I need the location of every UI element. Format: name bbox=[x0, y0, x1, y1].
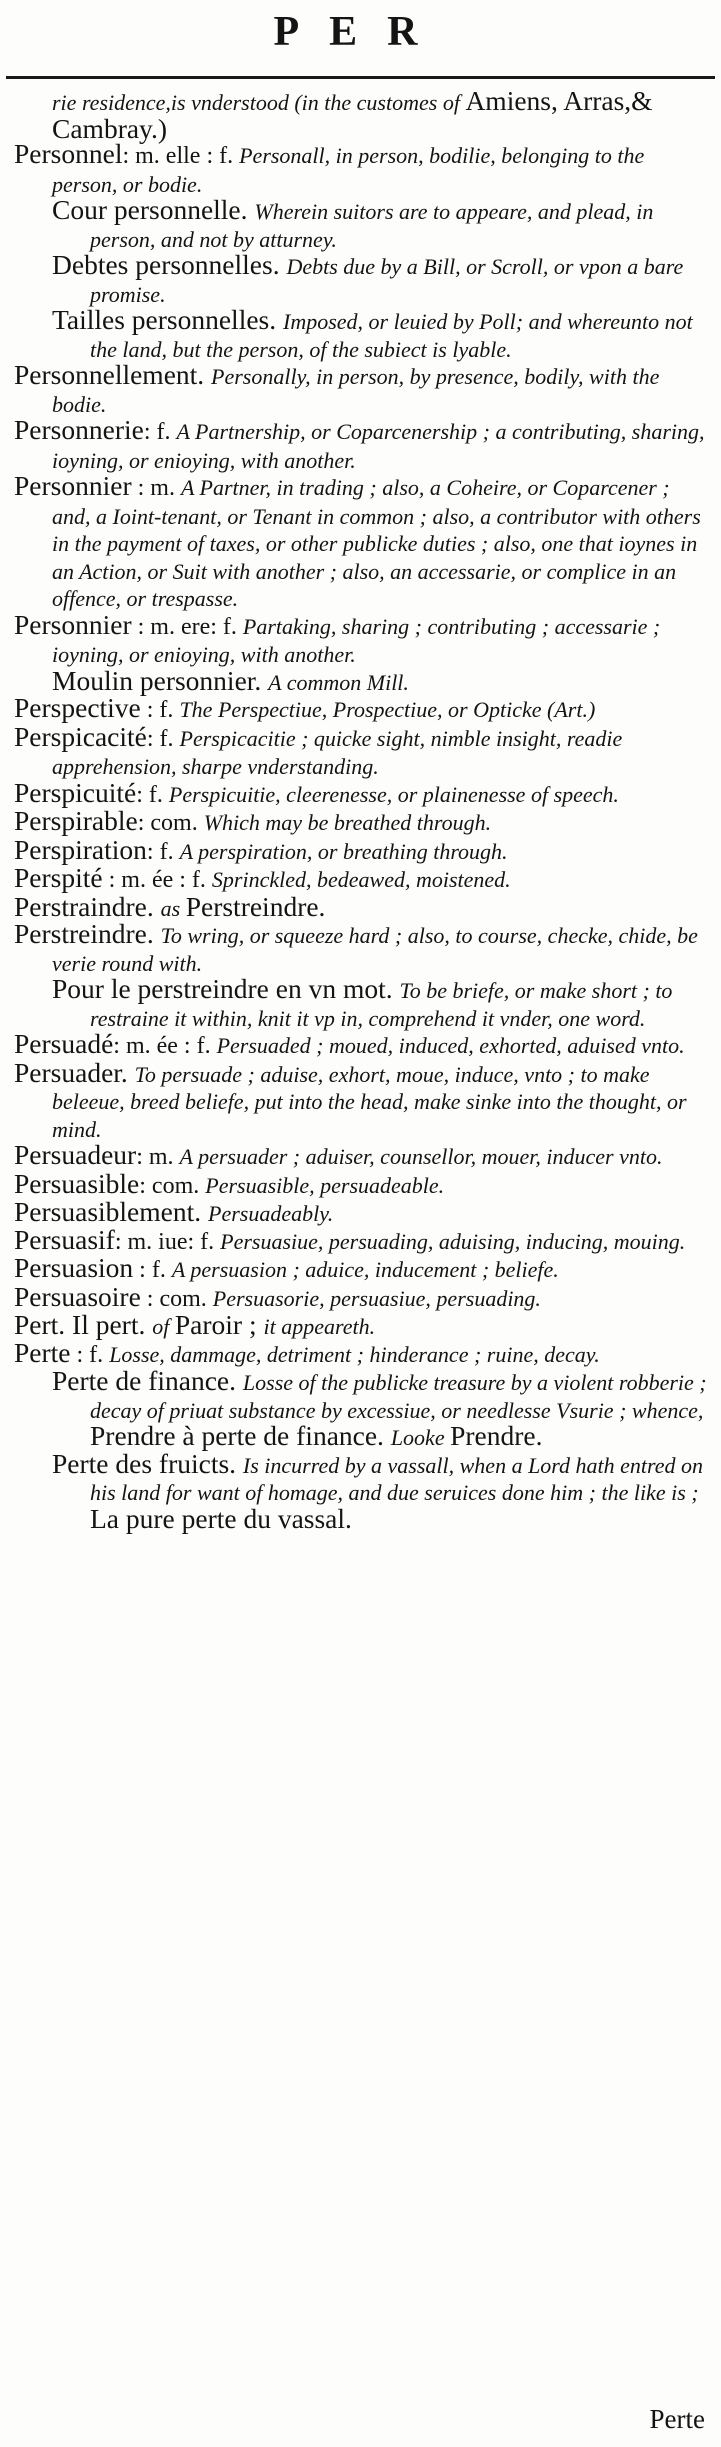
dictionary-entry bbox=[14, 414, 709, 473]
headword: Perte des fruicts. bbox=[52, 1447, 243, 1479]
headword: Persuasoire bbox=[14, 1280, 141, 1312]
dictionary-entry bbox=[14, 85, 709, 144]
roman-text: Prendre à perte de finance. bbox=[90, 1420, 391, 1451]
headword: Moulin personnier. bbox=[52, 664, 269, 696]
definition: To be briefe, or make short ; to restraine it within, knit it vp in, comprehend it vnder, one word. bbox=[90, 978, 673, 1031]
headword: Cour personnelle. bbox=[52, 194, 255, 225]
headword: Perspirable bbox=[14, 805, 138, 836]
sub-entry bbox=[52, 304, 709, 362]
definition: Persuaded ; moued, induced, exhorted, aduised vnto. bbox=[216, 1033, 685, 1058]
definition: Imposed, or leuied by Poll; and whereunto not the land, but the person, of the subiect is lyable. bbox=[90, 309, 693, 362]
roman-text: Prendre. bbox=[450, 1420, 543, 1451]
roman-text: La pure perte du vassal. bbox=[90, 1502, 352, 1534]
definition: A persuasion ; aduice, inducement ; beliefe. bbox=[171, 1257, 559, 1282]
definition: Persuasorie, persuasiue, persuading. bbox=[212, 1285, 541, 1311]
dictionary-entry bbox=[14, 1309, 709, 1340]
grammar-label: : com. bbox=[137, 810, 204, 836]
headword: Persuasible bbox=[14, 1167, 140, 1199]
definition: Perspicuitie, cleerenesse, or plainenesse of speech. bbox=[168, 781, 619, 807]
definition: Partaking, sharing ; contributing ; accessarie ; ioyning, or enioying, with another. bbox=[52, 613, 661, 667]
headword: Perspicuité bbox=[14, 776, 137, 808]
headword: Perspective bbox=[14, 692, 141, 723]
sub-entry bbox=[52, 1447, 709, 1534]
definition: To persuade ; aduise, exhort, moue, induce, vnto ; to make beleeue, breed beliefe, put into the head, make sinke into the thought, or mind. bbox=[52, 1061, 687, 1142]
headword: Debtes personnelles. bbox=[52, 249, 287, 280]
sub-entry bbox=[52, 194, 709, 252]
dictionary-entry bbox=[14, 138, 709, 197]
headword: Personnerie bbox=[14, 414, 144, 445]
definition: The Perspectiue, Prospectiue, or Opticke (Art.) bbox=[179, 697, 596, 722]
definition: Debts due by a Bill, or Scroll, or vpon a bare promise. bbox=[90, 254, 684, 307]
dictionary-entry bbox=[14, 720, 709, 780]
headword: Persuasion bbox=[14, 1252, 134, 1283]
sub-entry bbox=[52, 664, 709, 696]
sub-entry bbox=[52, 249, 709, 307]
grammar-label: : f. bbox=[140, 697, 180, 723]
dictionary-entry bbox=[14, 1196, 709, 1227]
grammar-label: : m. iue: f. bbox=[114, 1228, 221, 1255]
catchword: Perte bbox=[649, 2404, 705, 2434]
roman-text: Paroir ; bbox=[174, 1309, 264, 1340]
grammar-label: : com. bbox=[140, 1285, 213, 1312]
headword: Personnel bbox=[14, 138, 123, 169]
grammar-label: : f. bbox=[70, 1341, 110, 1368]
definition: Which may be breathed through. bbox=[203, 810, 492, 835]
headword: Personnellement. bbox=[14, 359, 212, 390]
definition: Persuasible, persuadeable. bbox=[205, 1172, 445, 1198]
grammar-label: : f. bbox=[136, 781, 169, 808]
dictionary-entry bbox=[14, 359, 709, 417]
dictionary-entry bbox=[14, 1336, 709, 1369]
dictionary-entry bbox=[14, 1280, 709, 1313]
roman-text: Perstreindre. bbox=[185, 890, 326, 922]
definition: of bbox=[152, 1314, 175, 1339]
headword: Persuader. bbox=[14, 1056, 135, 1088]
headword: Personnier bbox=[14, 608, 132, 640]
grammar-label: : f. bbox=[143, 419, 177, 445]
definition: Is incurred by a vassall, when a Lord hath entred on his land for want of homage, and due seruices done him ; the like is ; bbox=[90, 1452, 704, 1505]
dictionary-entry bbox=[14, 1223, 709, 1256]
definition: Losse, dammage, detriment ; hinderance ; ruine, decay. bbox=[109, 1341, 600, 1367]
definition: Perspicacitie ; quicke sight, nimble insight, readie apprehension, sharpe vnderstanding. bbox=[52, 725, 623, 779]
dictionary-column bbox=[14, 85, 709, 1534]
headword: Perstreindre. bbox=[14, 918, 161, 949]
definition: Losse of the publicke treasure by a violent robberie ; decay of priuat substance by excessiue, or needlesse Vsurie ; whence, bbox=[90, 1370, 707, 1423]
dictionary-entry bbox=[14, 1056, 709, 1143]
definition: Wherein suitors are to appeare, and plead, in person, and not by atturney. bbox=[90, 199, 654, 252]
sub-entry bbox=[52, 973, 709, 1031]
definition: A Partnership, or Coparcenership ; a contributing, sharing, ioyning, or enioying, with another. bbox=[52, 419, 705, 473]
definition: it appeareth. bbox=[263, 1314, 376, 1339]
header-rule bbox=[6, 76, 715, 79]
grammar-label: : m. bbox=[136, 1144, 180, 1170]
grammar-label: : m. ée : f. bbox=[113, 1033, 217, 1059]
headword: Tailles personnelles. bbox=[52, 304, 283, 335]
headword: Personnier bbox=[14, 470, 132, 501]
definition: Personally, in person, by presence, bodily, with the bodie. bbox=[52, 364, 660, 417]
headword: Perspiration bbox=[14, 833, 147, 865]
definition: A perspiration, or breathing through. bbox=[179, 838, 508, 864]
headword: Pour le perstreindre en vn mot. bbox=[52, 973, 400, 1004]
dictionary-entry bbox=[14, 1139, 709, 1171]
definition: Sprinckled, bedeawed, moistened. bbox=[211, 867, 511, 892]
headword: Perte de finance. bbox=[52, 1365, 243, 1396]
definition: A common Mill. bbox=[268, 669, 409, 695]
grammar-label: : f. bbox=[146, 725, 180, 752]
headword: Perspité bbox=[14, 862, 103, 893]
dictionary-entry bbox=[14, 1028, 709, 1060]
dictionary-entry bbox=[14, 1252, 709, 1284]
dictionary-entry bbox=[14, 890, 709, 922]
headword: Pert. Il pert. bbox=[14, 1309, 153, 1340]
grammar-label: : m. ere: f. bbox=[131, 613, 243, 640]
grammar-label: : f. bbox=[146, 838, 180, 865]
sub-entry bbox=[52, 1365, 709, 1451]
dictionary-entry bbox=[14, 776, 709, 809]
dictionary-entry bbox=[14, 1167, 709, 1200]
grammar-label: : m. ée : f. bbox=[102, 867, 212, 893]
headword: Persuadé bbox=[14, 1028, 114, 1059]
dictionary-entry bbox=[14, 805, 709, 837]
headword: Perte bbox=[14, 1336, 71, 1368]
dictionary-entry bbox=[14, 862, 709, 894]
roman-text: Amiens, Arras,& Cambray.) bbox=[52, 85, 653, 144]
definition: Personall, in person, bodilie, belonging to the person, or bodie. bbox=[52, 143, 645, 197]
dictionary-entry bbox=[14, 692, 709, 724]
headword: Perspicacité bbox=[14, 720, 147, 752]
grammar-label: : com. bbox=[139, 1172, 206, 1199]
definition: Persuadeably. bbox=[208, 1201, 334, 1226]
definition: rie residence,is vnderstood (in the customes of bbox=[52, 90, 466, 115]
headword: Perstraindre. bbox=[14, 890, 161, 922]
dictionary-entry bbox=[14, 470, 709, 612]
headword: Persuasif bbox=[14, 1223, 115, 1255]
grammar-label: : m. elle : f. bbox=[122, 143, 240, 169]
dictionary-entry bbox=[14, 833, 709, 866]
grammar-label: : m. bbox=[131, 475, 181, 501]
grammar-label: : f. bbox=[133, 1257, 172, 1283]
definition: A persuader ; aduiser, counsellor, mouer, inducer vnto. bbox=[179, 1144, 663, 1169]
definition: To wring, or squeeze hard ; also, to course, checke, chide, be verie round with. bbox=[52, 923, 698, 976]
dictionary-entry bbox=[14, 608, 709, 668]
headword: Persuadeur bbox=[14, 1139, 137, 1170]
definition: as bbox=[160, 895, 186, 921]
page-header: PER bbox=[273, 9, 448, 55]
headword: Persuasiblement. bbox=[14, 1196, 208, 1227]
definition: Looke bbox=[390, 1425, 451, 1450]
definition: Persuasiue, persuading, aduising, inducing, mouing. bbox=[220, 1228, 686, 1254]
dictionary-entry bbox=[14, 918, 709, 976]
definition: A Partner, in trading ; also, a Coheire, or Coparcener ; and, a Ioint-tenant, or Tenant in common ; also, a contributor with others in the payment of taxes, or other publicke duties ; also, one that ioynes in an Action, or Suit with another ; also, an accessarie, or complice in an offence, or trespasse. bbox=[52, 475, 701, 611]
